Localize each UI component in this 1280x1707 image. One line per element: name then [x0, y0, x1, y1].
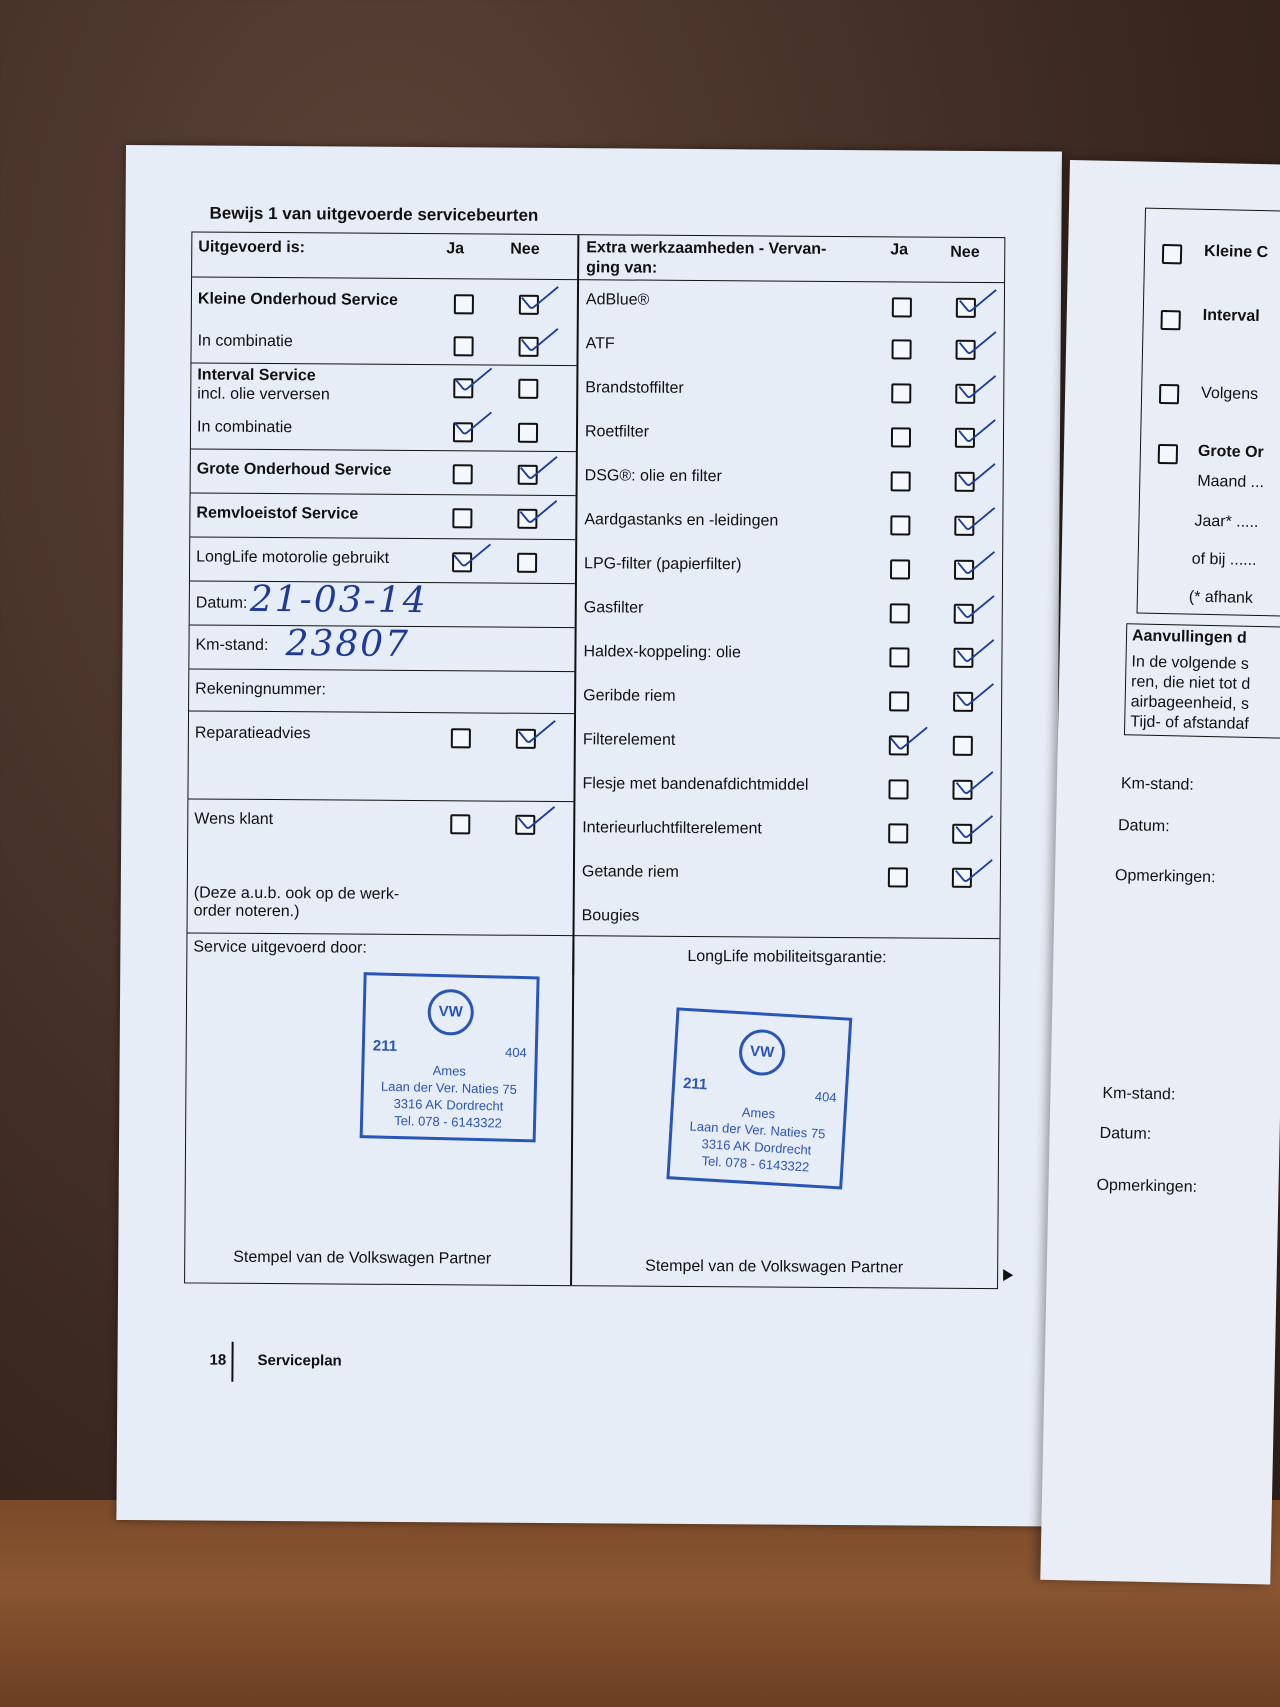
checkbox-rem-ja[interactable] — [452, 508, 472, 528]
handwritten-check-icon — [957, 496, 995, 531]
checkbox-comb1-ja[interactable] — [454, 336, 474, 356]
checkbox-lpg-ja[interactable] — [890, 559, 910, 579]
row-grote-onderhoud: Grote Onderhoud Service — [196, 460, 392, 479]
checkbox-comb2-nee[interactable] — [518, 423, 538, 443]
column-divider — [572, 235, 579, 975]
checkbox-interieur-ja[interactable] — [888, 823, 908, 843]
row-adblue: AdBlue® — [585, 291, 650, 309]
rp-opm-1: Opmerkingen: — [1114, 867, 1216, 887]
row-in-combinatie-2: In combinatie — [196, 418, 293, 437]
row-divider — [191, 362, 576, 366]
header-divider — [192, 276, 1004, 283]
checkbox-aardgas-ja[interactable] — [890, 515, 910, 535]
service-form — [184, 231, 1005, 1289]
stamp-city: 3316 AK Dordrecht — [393, 1095, 504, 1114]
rp-checkbox-interval[interactable] — [1160, 310, 1180, 330]
rp-aanv-4: Tijd- of afstandaf — [1130, 713, 1249, 733]
checkbox-haldex-ja[interactable] — [889, 647, 909, 667]
row-flesje: Flesje met bandenafdichtmiddel — [582, 775, 809, 794]
row-filterelement: Filterelement — [582, 731, 676, 749]
checkbox-adblue-ja[interactable] — [892, 297, 912, 317]
handwritten-check-icon — [518, 709, 556, 744]
checkbox-geribde-ja[interactable] — [889, 691, 909, 711]
stamp-street: Laan der Ver. Naties 75 — [689, 1118, 826, 1142]
checkbox-wens-ja[interactable] — [450, 814, 470, 834]
stamp-column-divider — [570, 935, 574, 1285]
handwritten-check-icon — [959, 278, 997, 313]
page-title: Bewijs 1 van uitgevoerde servicebeurten — [209, 203, 539, 225]
row-divider — [191, 448, 576, 452]
right-col-header-1: Extra werkzaamheden - Vervan- — [586, 239, 827, 258]
handwritten-check-icon — [890, 716, 928, 751]
rp-aanv-3: airbageenheid, s — [1130, 693, 1250, 713]
note-line-2: order noteren.) — [193, 902, 300, 921]
handwritten-check-icon — [957, 584, 995, 619]
rp-opm-2: Opmerkingen: — [1096, 1176, 1198, 1196]
footer-divider — [231, 1342, 233, 1382]
dealer-stamp-2 — [666, 1007, 852, 1189]
row-bougies: Bougies — [581, 907, 640, 925]
rp-aanv-1: In de volgende s — [1131, 653, 1250, 673]
stamp-code-right: 404 — [814, 1088, 837, 1106]
longlife-garantie-label: LongLife mobiliteitsgarantie: — [687, 947, 887, 967]
checkbox-kleine-ja[interactable] — [454, 294, 474, 314]
row-haldex: Haldex-koppeling: olie — [583, 643, 741, 662]
wens-klant-label: Wens klant — [194, 810, 274, 829]
checkbox-getande-ja[interactable] — [888, 867, 908, 887]
handwritten-check-icon — [959, 320, 997, 355]
rp-ofbij: of bij ...... — [1191, 550, 1257, 569]
left-nee-header: Nee — [510, 240, 540, 258]
km-stand-label: Km-stand: — [195, 636, 269, 655]
row-geribde-riem: Geribde riem — [583, 687, 676, 705]
left-ja-header: Ja — [446, 240, 465, 258]
rp-km-2: Km-stand: — [1102, 1084, 1176, 1104]
checkbox-grote-ja[interactable] — [453, 464, 473, 484]
rp-km-1: Km-stand: — [1120, 775, 1195, 794]
row-longlife-olie: LongLife motorolie gebruikt — [196, 548, 390, 567]
handwritten-check-icon — [958, 408, 996, 443]
stamp-street: Laan der Ver. Naties 75 — [380, 1078, 517, 1097]
service-booklet-page — [116, 145, 1062, 1527]
handwritten-check-icon — [958, 364, 996, 399]
checkbox-gas-ja[interactable] — [890, 603, 910, 623]
stempel-label-2: Stempel van de Volkswagen Partner — [645, 1257, 904, 1277]
rp-checkbox-kleine[interactable] — [1162, 244, 1182, 264]
row-remvloeistof: Remvloeistof Service — [196, 504, 359, 523]
row-lpg-filter: LPG-filter (papierfilter) — [584, 555, 742, 574]
rp-jaar: Jaar* ..... — [1194, 512, 1259, 532]
rp-volgens: Volgens — [1200, 384, 1259, 403]
handwritten-check-icon — [955, 848, 993, 883]
checkbox-atf-ja[interactable] — [892, 339, 912, 359]
row-brandstoffilter: Brandstoffilter — [585, 379, 684, 397]
row-aardgastanks: Aardgastanks en -leidingen — [584, 511, 779, 530]
page-number: 18 — [209, 1351, 227, 1369]
rp-checkbox-volgens[interactable] — [1159, 384, 1179, 404]
handwritten-check-icon — [957, 540, 995, 575]
right-ja-header: Ja — [890, 241, 909, 259]
row-interval-service: Interval Service — [197, 366, 316, 385]
handwritten-check-icon — [958, 452, 996, 487]
row-interieurlucht: Interieurluchtfilterelement — [582, 819, 762, 838]
right-col-header-2: ging van: — [586, 259, 658, 277]
rp-interval: Interval — [1202, 306, 1260, 326]
row-kleine-onderhoud: Kleine Onderhoud Service — [197, 290, 399, 309]
handwritten-km: 23807 — [285, 623, 411, 665]
checkbox-brandstof-ja[interactable] — [891, 383, 911, 403]
row-getande-riem: Getande riem — [581, 863, 679, 881]
rp-datum-2: Datum: — [1099, 1124, 1152, 1143]
stamp-tel: Tel. 078 - 6143322 — [394, 1112, 503, 1131]
handwritten-check-icon — [955, 804, 993, 839]
dealer-stamp-1 — [360, 972, 540, 1142]
row-divider — [191, 492, 576, 496]
handwritten-check-icon — [521, 275, 559, 310]
stamp-city: 3316 AK Dordrecht — [701, 1136, 812, 1158]
rp-checkbox-grote[interactable] — [1158, 444, 1178, 464]
right-nee-header: Nee — [950, 243, 980, 261]
row-in-combinatie-1: In combinatie — [197, 332, 293, 351]
left-col-header: Uitgevoerd is: — [198, 238, 306, 257]
rp-datum-1: Datum: — [1117, 817, 1170, 836]
row-dsg: DSG®: olie en filter — [584, 467, 722, 486]
checkbox-filterelement-nee[interactable] — [953, 736, 973, 756]
stamp-name: Ames — [741, 1104, 776, 1122]
row-roetfilter: Roetfilter — [584, 423, 650, 441]
stempel-label-1: Stempel van de Volkswagen Partner — [233, 1248, 492, 1268]
handwritten-check-icon — [957, 628, 995, 663]
section-label: Serviceplan — [257, 1351, 342, 1370]
handwritten-check-icon — [956, 672, 994, 707]
stamp-tel: Tel. 078 - 6143322 — [701, 1153, 810, 1175]
handwritten-date: 21-03-14 — [249, 578, 428, 622]
stamp-code-left: 211 — [682, 1074, 708, 1094]
datum-label: Datum: — [195, 594, 248, 612]
vw-logo-icon: VW — [738, 1028, 787, 1077]
rp-aanv-2: ren, die niet tot d — [1130, 673, 1251, 693]
handwritten-check-icon — [521, 317, 559, 352]
rp-kleine: Kleine C — [1203, 242, 1269, 262]
next-booklet-page — [1040, 160, 1280, 1585]
row-divider — [189, 668, 574, 672]
rp-maand: Maand ... — [1197, 472, 1265, 492]
rp-aanvullingen: Aanvullingen d — [1131, 627, 1247, 647]
rp-afhank: (* afhank — [1188, 588, 1254, 607]
checkbox-dsg-ja[interactable] — [891, 471, 911, 491]
note-line-1: (Deze a.u.b. ook op de werk- — [193, 884, 400, 903]
stamp-section-divider — [187, 932, 999, 939]
rp-grote: Grote Or — [1197, 442, 1264, 462]
stamp-code-right: 404 — [504, 1044, 527, 1061]
handwritten-check-icon — [956, 760, 994, 795]
checkbox-longlife-nee[interactable] — [517, 553, 537, 573]
row-divider — [188, 798, 573, 802]
stamp-name: Ames — [432, 1062, 467, 1079]
service-uitgevoerd-label: Service uitgevoerd door: — [193, 938, 367, 957]
checkbox-interval-nee[interactable] — [518, 379, 538, 399]
checkbox-flesje-ja[interactable] — [888, 779, 908, 799]
checkbox-roet-ja[interactable] — [891, 427, 911, 447]
next-page-arrow-icon — [1003, 1269, 1013, 1281]
rekeningnummer-label: Rekeningnummer: — [195, 680, 326, 699]
stamp-code-left: 211 — [372, 1037, 398, 1055]
handwritten-check-icon — [454, 357, 492, 392]
row-atf: ATF — [585, 335, 615, 353]
handwritten-check-icon — [454, 401, 492, 436]
reparatieadvies-label: Reparatieadvies — [194, 724, 311, 743]
row-divider — [190, 536, 575, 540]
checkbox-reparatie-ja[interactable] — [451, 728, 471, 748]
vw-logo-icon: VW — [427, 989, 474, 1036]
row-interval-sub: incl. olie verversen — [197, 385, 330, 404]
row-gasfilter: Gasfilter — [583, 599, 644, 617]
row-divider — [189, 710, 574, 714]
